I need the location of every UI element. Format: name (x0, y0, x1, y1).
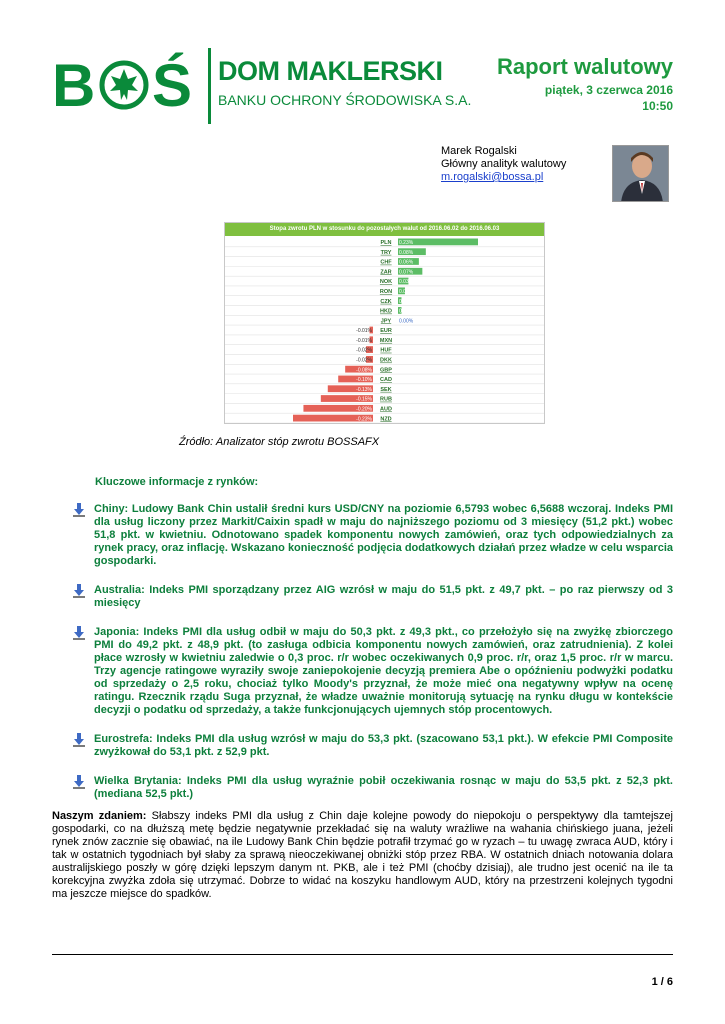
category-label: HKD (380, 308, 392, 315)
bullet-text: Eurostrefa: Indeks PMI dla usług wzrósł w maju do 53,3 pkt. (szacowano 53,1 pkt.). W efekcie PMI Composite zwyżkował do 53,1 pkt. z 52,9 pkt. (94, 733, 673, 758)
list-item (72, 733, 673, 759)
category-label: ZAR (380, 269, 392, 276)
bullet-arrow-icon (72, 503, 86, 517)
value-label: 0.08% (399, 249, 414, 256)
page-number: 1 / 6 (651, 976, 673, 988)
value-label: -0.10% (356, 377, 372, 384)
analyst-role: Główny analityk walutowy (441, 158, 567, 170)
analyst-portrait-image (613, 146, 669, 202)
value-label: -0.01% (356, 337, 372, 344)
logo-letter-b: B (52, 52, 96, 116)
key-info-title: Kluczowe informacje z rynków: (95, 476, 259, 488)
value-label: 0.06% (399, 259, 414, 266)
value-label: 0.01% (399, 308, 414, 315)
value-label: -0.02% (356, 357, 372, 364)
bullet-arrow-icon (72, 626, 86, 640)
opinion-paragraph (52, 810, 673, 901)
value-label: -0.01% (356, 328, 372, 335)
returns-chart-plot (225, 237, 544, 423)
report-title: Raport walutowy (496, 54, 673, 79)
opinion-lead: Naszym zdaniem: (52, 810, 147, 822)
category-label: CAD (380, 377, 392, 384)
category-label: PLN (380, 240, 392, 247)
category-label: NOK (379, 279, 393, 286)
category-label: CHF (380, 259, 392, 266)
category-label: HUF (380, 347, 392, 354)
category-label: CZK (380, 298, 392, 305)
category-label: DKK (380, 357, 392, 364)
bullet-text: Australia: Indeks PMI sporządzany przez AIG wzrósł w maju do 51,5 pkt. z 49,7 pkt. – po raz pierwszy od 3 miesięcy (94, 584, 673, 609)
value-label: -0.20% (356, 406, 372, 413)
value-label: -0.23% (356, 416, 372, 423)
logo-letter-s: Ś (152, 52, 193, 116)
value-label: 0.02% (399, 288, 414, 295)
list-item (72, 503, 673, 568)
list-item (72, 775, 673, 801)
bullet-text: Wielka Brytania: Indeks PMI dla usług wyraźnie pobił oczekiwania rosnąc w maju do 53,5 pkt. z 52,3 pkt. (mediana 52,5 pkt.) (94, 775, 673, 800)
analyst-photo (612, 145, 669, 202)
report-time: 10:50 (642, 99, 673, 113)
opinion-text: Słabszy indeks PMI dla usług z Chin daje kolejne powody do niepokoju o perspektywy dla tamtejszej gospodarki, co na dłuższą metę będzie negatywnie przekładać się na waluty wrażliwe na wahania chińskiego juana, jeżeli rynek znów zacznie się obawiać, na ile Ludowy Bank Chin będzie potrafił trzymać go w ryzach – tu uwagę zwraca AUD, który i tak w ostatnich tygodniach był słaby za sprawą nieoczekiwanej obniżki stóp przez RBA. W ostatnich dniach notowania dolara australijskiego poszły w górę dzięki lepszym danym nt. PKB, ale i też PMI (choćby dzisiaj), ale trudno jest ocenić na ile ta korekcyjna zwyżka zdoła się utrzymać. Dobrze to widać na koszyku handlowym AUD, który na przestrzeni kolejnych tygodni ma jeszcze miejsce do spadków. (52, 810, 673, 900)
value-label: -0.08% (356, 367, 372, 374)
bullet-arrow-icon (72, 733, 86, 747)
logo-divider (208, 48, 211, 124)
key-info-list (72, 503, 673, 817)
category-label: NZD (380, 416, 392, 423)
value-label: 0.03% (399, 279, 414, 286)
analyst-name: Marek Rogalski (441, 145, 517, 157)
value-label: 0.07% (399, 269, 414, 276)
category-label: RON (379, 288, 393, 295)
value-label: 0.23% (399, 240, 414, 247)
analyst-info (441, 145, 566, 184)
chart-title: Stopa zwrotu PLN w stosunku do pozostałych walut od 2016.06.02 do 2016.06.03 (225, 223, 544, 236)
brand-subtitle: BANKU OCHRONY ŚRODOWISKA S.A. (218, 92, 472, 108)
category-label: JPY (380, 318, 392, 325)
category-label: EUR (380, 328, 392, 335)
report-date: piątek, 3 czerwca 2016 (544, 83, 673, 97)
category-label: TRY (380, 249, 392, 256)
category-label: RUB (380, 396, 392, 403)
bullet-arrow-icon (72, 584, 86, 598)
analyst-email-link[interactable]: m.rogalski@bossa.pl (441, 171, 544, 183)
list-item (72, 626, 673, 717)
bullet-arrow-icon (72, 775, 86, 789)
value-label: -0.02% (356, 347, 372, 354)
leaf-icon (102, 63, 146, 107)
category-label: SEK (380, 386, 392, 393)
bos-logo-mark (52, 50, 202, 116)
category-label: GBP (380, 367, 392, 374)
value-label: -0.13% (356, 386, 372, 393)
chart-source: Źródło: Analizator stóp zwrotu BOSSAFX (179, 436, 380, 448)
category-label: MXN (379, 337, 393, 344)
company-logo (52, 48, 472, 124)
value-label: -0.15% (356, 396, 372, 403)
returns-chart (224, 222, 545, 424)
brand-title: DOM MAKLERSKI (218, 56, 443, 86)
value-label: 0.01% (399, 298, 414, 305)
category-label: AUD (380, 406, 392, 413)
bullet-text: Japonia: Indeks PMI dla usług odbił w maju do 50,3 pkt. z 49,3 pkt., co przełożyło się na zwyżkę zbiorczego PMI do 49,2 pkt. z 48,9 pkt. (to zasługa odbicia komponentu nowych zamówień, oraz zatrudnienia). Z kolei płace wzrosły w kwietniu zaledwie o 0,3 proc. r/r wobec oczekiwanych 0,9 proc. r/r, oraz 1,5 proc. r/r w marcu. Trzy agencje ratingowe wyraziły swoje zaniepokojenie decyzją premiera Abe o opóźnieniu podwyżki podatku od sprzedaży o 2,5 roku, chociaż tylko Moody's przyznał, że może mieć ona negatywny wpływ na ocenę ratingu. Rzecznik rządu Suga przyznał, że władze uważnie monitorują sytuację na rynku długu w kontekście decyzji o podatku od sprzedaży, a także funkcjonujących ujemnych stóp procentowych. (94, 626, 673, 716)
value-label: 0.00% (399, 318, 414, 325)
bullet-text: Chiny: Ludowy Bank Chin ustalił średni kurs USD/CNY na poziomie 6,5793 wobec 6,5688 wczoraj. Indeks PMI dla usług liczony przez Markit/Caixin spadł w maju do najniższego poziomu od 3 miesięcy (51,2 pkt.) wobec 51,8 pkt. w kwietniu. Odnotowano spadek komponentu nowych zamówień, oraz tych odpowiedzialnych za rynek pracy, oraz inflację. Wskazano konieczność podjęcia dodatkowych działań przez władze w celu wsparcia gospodarki. (94, 503, 673, 567)
list-item (72, 584, 673, 610)
footer-divider (52, 954, 673, 955)
